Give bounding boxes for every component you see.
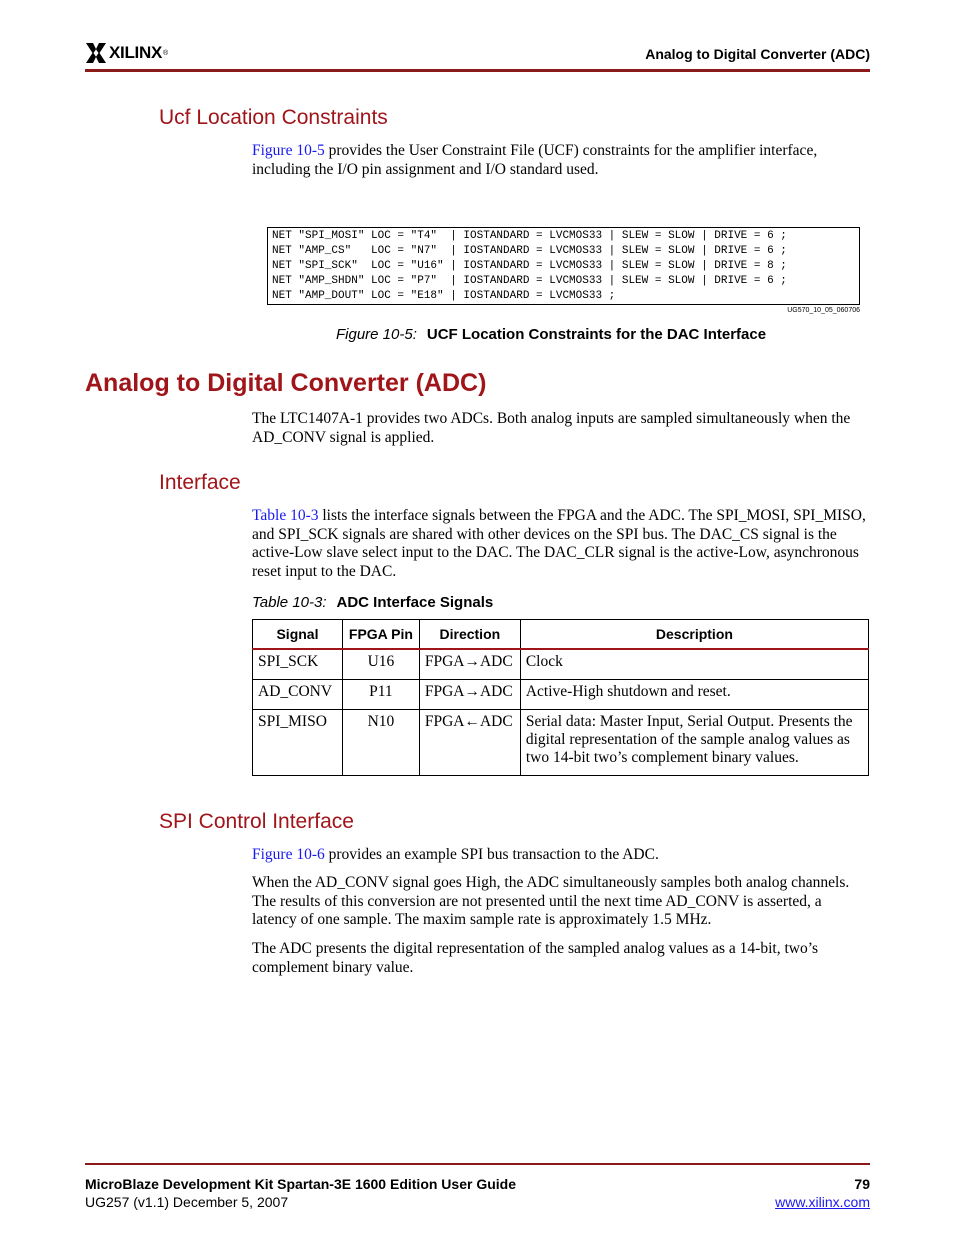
spi-paragraph-1	[252, 846, 870, 865]
logo-registered-mark: ®	[163, 49, 169, 57]
cell-signal: AD_CONV	[253, 680, 343, 710]
adc-intro-paragraph: The LTC1407A-1 provides two ADCs. Both analog inputs are sampled simultaneously when the AD_CONV signal is applied.	[252, 410, 851, 446]
column-header-description: Description	[520, 620, 868, 650]
figure-10-5-link[interactable]: Figure 10-5	[252, 142, 325, 159]
cell-direction: FPGA→ADC	[419, 649, 520, 680]
cell-pin: P11	[342, 680, 419, 710]
section-heading-spi: SPI Control Interface	[159, 810, 354, 833]
spi-paragraph-2: When the AD_CONV signal goes High, the ADC simultaneously samples both analog channels. The results of this conversion are not presented until the next time AD_CONV is asserted, a latency of one sample. The maxim sample rate is approximately 1.5 MHz.	[252, 874, 850, 928]
xilinx-website-link[interactable]: www.xilinx.com	[775, 1194, 870, 1210]
figure-id: UG570_10_05_060706	[787, 307, 860, 314]
column-header-signal: Signal	[253, 620, 343, 650]
cell-pin: U16	[342, 649, 419, 680]
figure-10-6-link[interactable]: Figure 10-6	[252, 846, 325, 863]
code-line: NET "SPI_SCK" LOC = "U16" | IOSTANDARD = LVCMOS33 | SLEW = SLOW | DRIVE = 8 ;	[272, 260, 787, 272]
spi-paragraph-3: The ADC presents the digital representation of the sampled analog values as a 14-bit, two’s complement binary value.	[252, 940, 819, 976]
ucf-paragraph-text: provides the User Constraint File (UCF) constraints for the amplifier interface, including the I/O pin assignment and I/O standard used.	[252, 142, 818, 178]
logo-text: XILINX	[109, 43, 162, 62]
cell-description: Clock	[520, 649, 868, 680]
header-rule	[85, 69, 870, 72]
footer-rule	[85, 1163, 870, 1165]
footer-subtitle: UG257 (v1.1) December 5, 2007	[85, 1194, 289, 1210]
spi-paragraph-1-text: provides an example SPI bus transaction to the ADC.	[324, 846, 659, 863]
ucf-code-box	[267, 227, 860, 305]
code-line: NET "AMP_SHDN" LOC = "P7" | IOSTANDARD = LVCMOS33 | SLEW = SLOW | DRIVE = 6 ;	[272, 275, 787, 287]
column-header-direction: Direction	[419, 620, 520, 650]
figure-caption-title: UCF Location Constraints for the DAC Interface	[426, 326, 767, 343]
section-heading-ucf: Ucf Location Constraints	[159, 106, 388, 129]
cell-signal: SPI_MISO	[253, 710, 343, 776]
adc-signals-table	[252, 619, 869, 776]
cell-description: Active-High shutdown and reset.	[520, 680, 868, 710]
cell-description: Serial data: Master Input, Serial Output. Presents the digital representation of the sample analog values as two 14-bit two’s complement binary values.	[520, 710, 868, 776]
code-line: NET "SPI_MOSI" LOC = "T4" | IOSTANDARD = LVCMOS33 | SLEW = SLOW | DRIVE = 6 ;	[272, 230, 787, 242]
footer-title: MicroBlaze Development Kit Spartan-3E 1600 Edition User Guide	[85, 1176, 516, 1192]
column-header-fpga-pin: FPGA Pin	[342, 620, 419, 650]
xilinx-logo	[85, 40, 168, 66]
table-10-3-link[interactable]: Table 10-3	[252, 507, 319, 524]
table-header-row	[253, 620, 869, 650]
ucf-paragraph	[252, 142, 870, 179]
code-line: NET "AMP_CS" LOC = "N7" | IOSTANDARD = LVCMOS33 | SLEW = SLOW | DRIVE = 6 ;	[272, 245, 787, 257]
table-row	[253, 710, 869, 776]
cell-signal: SPI_SCK	[253, 649, 343, 680]
page-number: 79	[854, 1176, 870, 1192]
section-heading-adc: Analog to Digital Converter (ADC)	[85, 369, 487, 397]
table-caption	[252, 594, 493, 611]
table-caption-title: ADC Interface Signals	[336, 594, 494, 611]
page-header	[85, 40, 870, 72]
figure-caption-label: Figure 10-5:	[336, 326, 417, 343]
table-row	[253, 680, 869, 710]
cell-direction: FPGA←ADC	[419, 710, 520, 776]
section-heading-interface: Interface	[159, 471, 241, 494]
running-title: Analog to Digital Converter (ADC)	[645, 46, 870, 62]
xilinx-logo-icon	[85, 41, 107, 65]
figure-caption	[336, 326, 766, 343]
cell-pin: N10	[342, 710, 419, 776]
interface-paragraph-text: lists the interface signals between the FPGA and the ADC. The SPI_MOSI, SPI_MISO, and SPI_SCK signals are shared with other devices on the SPI bus. The DAC_CS signal is the active-Low slave select input to the DAC. The DAC_CLR signal is the active-Low, asynchronous reset input to the DAC.	[252, 507, 866, 580]
table-row	[253, 649, 869, 680]
table-caption-label: Table 10-3:	[252, 594, 327, 611]
code-line: NET "AMP_DOUT" LOC = "E18" | IOSTANDARD = LVCMOS33 ;	[272, 290, 616, 302]
cell-direction: FPGA→ADC	[419, 680, 520, 710]
interface-paragraph	[252, 507, 870, 581]
